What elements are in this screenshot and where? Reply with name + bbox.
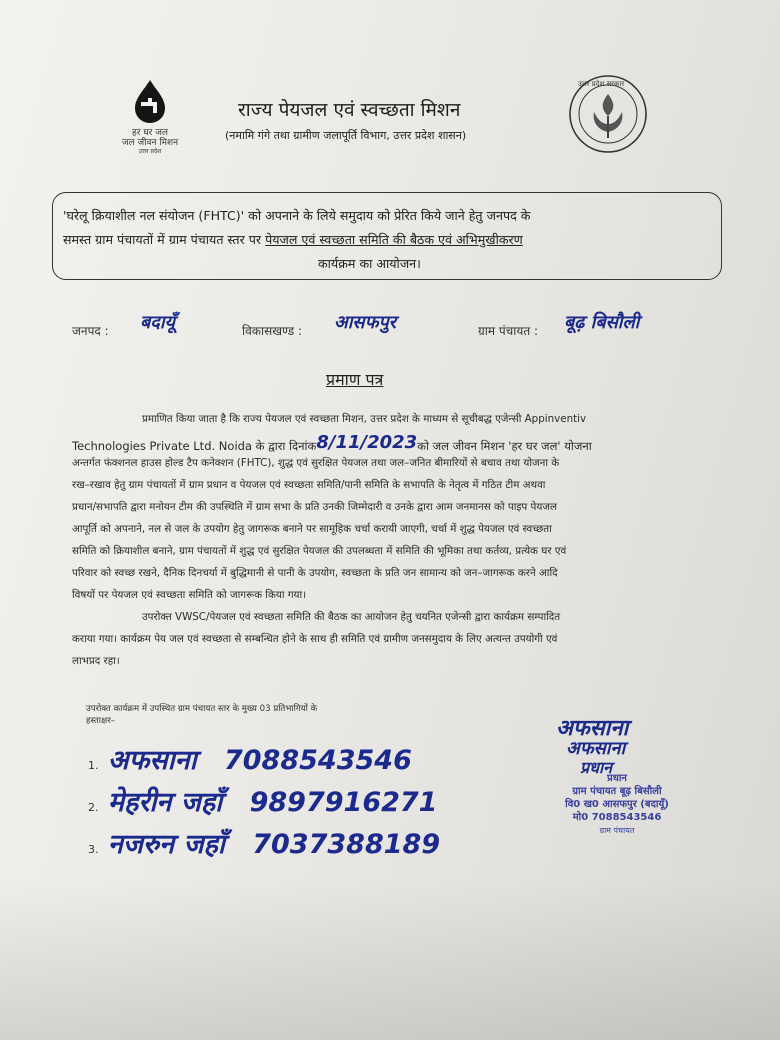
para1-line5: प्रधान/सभापति द्वारा मनोयन टीम की उपस्थिति में ग्राम सभा के प्रति उनकी जिम्मेदारी व उनके द्वारा आम जनमानस को पाइप पेयजल (72, 501, 557, 513)
up-government-seal (566, 72, 650, 156)
participant-entry (88, 824, 440, 861)
para1-line2-b: को जल जीवन मिशन 'हर घर जल' योजना (417, 439, 592, 453)
para1-line9: विषयों पर पेयजल एवं स्वच्छता समिति को जागरूक किया गया। (72, 589, 307, 601)
banner-line-3: कार्यक्रम का आयोजन। (318, 256, 421, 271)
stamp-line-1: प्रधान (607, 773, 627, 784)
participant-number: 1. (88, 759, 99, 772)
para1-line2 (72, 434, 592, 455)
program-date: 8/11/2023 (316, 432, 418, 453)
signature-hand-3: प्रधान (580, 758, 612, 777)
stamp-line-2: ग्राम पंचायत बूढ़ बिसौली (572, 786, 662, 797)
participant-number: 3. (88, 843, 99, 856)
har-ghar-jal-logo (105, 78, 195, 155)
participants-intro-line1: उपरोक्त कार्यक्रम में उपस्थित ग्राम पंचायत स्तर के मुख्य 03 प्रतिभागियों के (86, 704, 318, 714)
paper-shadow (0, 880, 780, 1040)
participant-name: नजरुन जहाँ (107, 829, 225, 860)
pradhan-signature-block (522, 712, 712, 835)
water-drop-tap-icon (127, 78, 173, 124)
mission-subtitle: (नमामि गंगे तथा ग्रामीण जलापूर्ति विभाग, उत्तर प्रदेश शासन) (225, 129, 467, 142)
banner-line-1: 'घरेलू क्रियाशील नल संयोजन (FHTC)' को अपनाने के लिये समुदाय को प्रेरित किये जाने हेतु जनपद के (63, 208, 531, 223)
stamp-line-5: ग्राम पंचायत (599, 826, 635, 835)
logo-tag-up: उत्तर प्रदेश (138, 148, 162, 155)
signature-hand-1: अफसाना (556, 716, 629, 741)
para1-line1: प्रमाणित किया जाता है कि राज्य पेयजल एवं स्वच्छता मिशन, उत्तर प्रदेश के माध्यम से सूचीबद्ध एजेन्सी Appinventiv (142, 413, 587, 425)
banner-line-2 (63, 231, 523, 248)
para2-line1: उपरोक्त VWSC/पेयजल एवं स्वच्छता समिति की बैठक का आयोजन हेतु चयनित एजेन्सी द्वारा कार्यक्रम सम्पादित (142, 611, 561, 623)
certificate-title: प्रमाण पत्र (326, 370, 384, 389)
location-fields (72, 312, 732, 344)
participant-entry (88, 782, 437, 819)
signature-hand-2: अफसाना (566, 738, 626, 759)
participant-number: 2. (88, 801, 99, 814)
stamp-line-4: मो0 7088543546 (572, 812, 662, 823)
district-value: बदायूँ (140, 312, 175, 333)
logo-tag-jal-jeevan: जल जीवन मिशन (121, 138, 179, 148)
block-value: आसफपुर (334, 312, 397, 333)
logo-tag-har-ghar-jal: हर घर जल (132, 128, 168, 138)
para1-line8: परिवार को स्वच्छ रखने, दैनिक दिनचर्या में बुद्धिमानी से पानी के उपयोग, स्वच्छता के प्रति जन सामान्य को जन–जागरूक करने आदि (72, 567, 558, 579)
para2-line3: लाभप्रद रहा। (72, 655, 120, 667)
para1-line7: समिति को क्रियाशील बनाने, ग्राम पंचायतों में शुद्ध एवं सुरक्षित पेयजल की उपलब्धता में समिति की भूमिका तथा कर्तव्य, प्रत्येक घर एवं (72, 545, 567, 557)
participant-name: मेहरीन जहाँ (107, 787, 223, 818)
district-label: जनपद : (72, 324, 109, 338)
block-label: विकासखण्ड : (242, 324, 303, 338)
stamp-line-3: वि0 ख0 आसफपुर (बदायूँ) (565, 799, 669, 810)
participant-phone: 7088543546 (223, 745, 412, 776)
pradhan-stamp (522, 772, 712, 837)
participant-entry (88, 740, 412, 777)
para1-line4: रख–रखाव हेतु ग्राम पंचायतों में ग्राम प्रधान व पेयजल एवं स्वच्छता समिति/पानी समिति के सभापति के नेतृत्व में गठित टीम अथवा (72, 479, 546, 491)
participant-phone: 7037388189 (252, 829, 441, 860)
panchayat-value: बूढ़ बिसौली (564, 312, 640, 333)
para2-line2: कराया गया। कार्यक्रम पेय जल एवं स्वच्छता से सम्बन्धित होने के साथ ही समिति एवं ग्रामीण जनसमुदाय के लिए अत्यन्त उपयोगी एवं (72, 633, 558, 645)
para1-line2-a: Technologies Private Ltd. Noida के द्वारा दिनांक (72, 439, 317, 453)
participants-intro-line2: हस्ताक्षर– (86, 716, 116, 726)
para1-line6: आपूर्ति को अपनाने, नल से जल के उपयोग हेतु जागरूक बनाने पर सामूहिक चर्चा करायी जाएगी, चर्चा में शुद्ध पेयजल एवं स्वच्छता (72, 523, 552, 535)
seal-text: उत्तर प्रदेश सरकार (578, 80, 625, 88)
program-banner (52, 192, 722, 280)
panchayat-label: ग्राम पंचायत : (478, 324, 539, 338)
participants-intro (86, 703, 317, 727)
banner-line-2-start: समस्त ग्राम पंचायतों में ग्राम पंचायत स्तर पर (63, 232, 266, 247)
participant-phone: 9897916271 (249, 787, 438, 818)
mission-title: राज्य पेयजल एवं स्वच्छता मिशन (238, 99, 461, 121)
para1-line3: अन्तर्गत फंक्शनल हाउस होल्ड टैप कनेक्शन (FHTC), शुद्ध एवं सुरक्षित पेयजल तथा जल–जनित बीमारियों से बचाव तथा योजना के (72, 457, 560, 469)
banner-line-2-underlined: पेयजल एवं स्वच्छता समिति की बैठक एवं अभिमुखीकरण (265, 232, 523, 247)
participant-name: अफसाना (107, 745, 197, 776)
